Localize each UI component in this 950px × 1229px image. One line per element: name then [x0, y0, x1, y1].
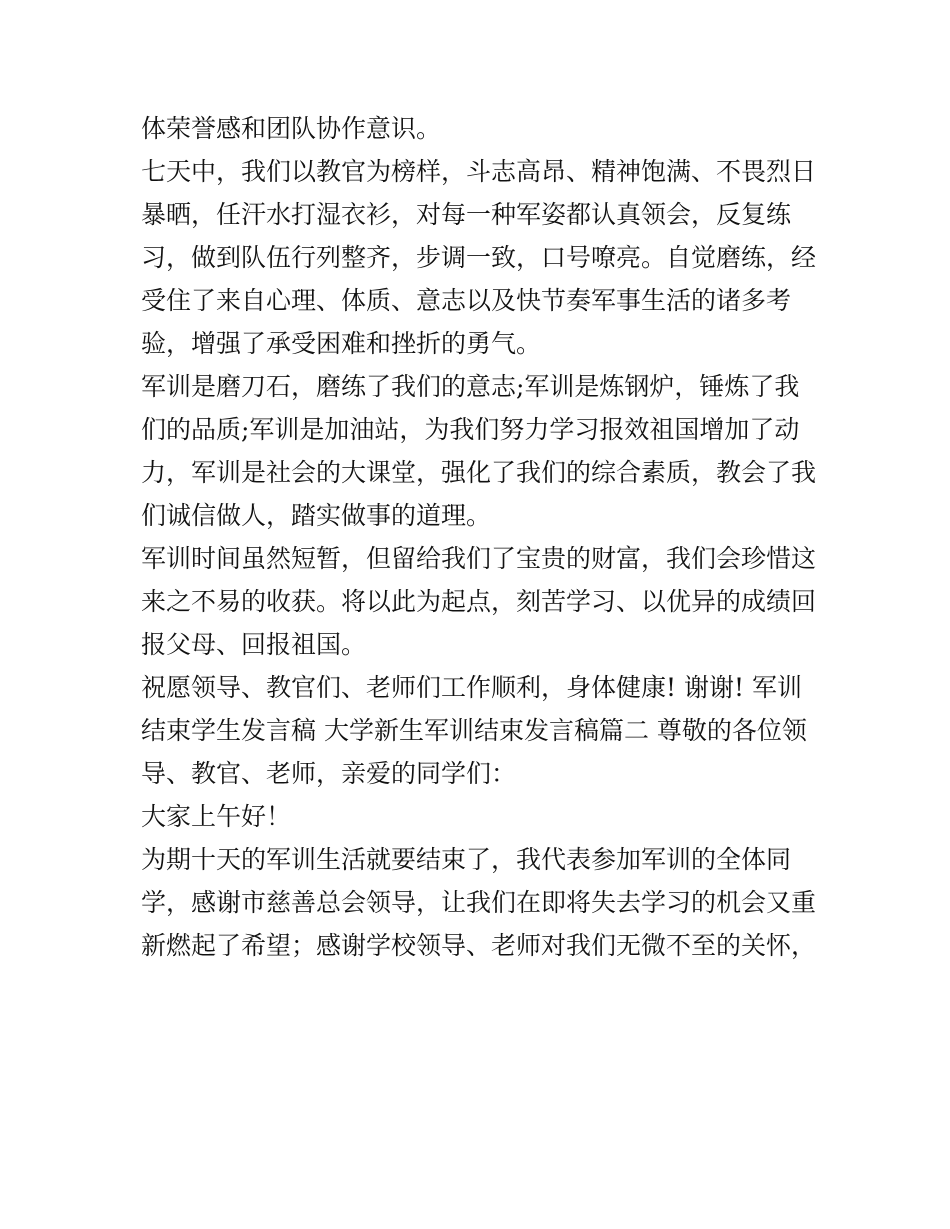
text-line: 体荣誉感和团队协作意识。 [141, 114, 442, 143]
text-line: 受住了来自心理、体质、意志以及快节奏军事生活的诸多考 [141, 286, 792, 315]
text-line: 七天中，我们以教官为榜样，斗志高昂、精神饱满、不畏烈日 [141, 157, 817, 186]
text-line: 祝愿领导、教官们、老师们工作顺利，身体健康! 谢谢! 军训 [141, 673, 802, 702]
text-line: 力，军训是社会的大课堂，强化了我们的综合素质，教会了我 [141, 458, 817, 487]
text-line: 为期十天的军训生活就要结束了，我代表参加军训的全体同 [141, 845, 792, 874]
text-line: 军训时间虽然短暂，但留给我们了宝贵的财富，我们会珍惜这 [141, 544, 817, 573]
text-line: 结束学生发言稿 大学新生军训结束发言稿篇二 尊敬的各位领 [141, 716, 807, 745]
text-line: 军训是磨刀石，磨练了我们的意志;军训是炼钢炉，锤炼了我 [141, 372, 800, 401]
text-line: 来之不易的收获。将以此为起点，刻苦学习、以优异的成绩回 [141, 587, 817, 616]
text-line: 验，增强了承受困难和挫折的勇气。 [141, 329, 542, 358]
text-line: 习，做到队伍行列整齐，步调一致，口号嘹亮。自觉磨练，经 [141, 243, 817, 272]
document-body [141, 107, 816, 967]
text-line: 导、教官、老师，亲爱的同学们： [141, 759, 517, 788]
text-line: 大家上午好！ [141, 802, 292, 831]
text-line: 报父母、回报祖国。 [141, 630, 367, 659]
text-line: 学，感谢市慈善总会领导，让我们在即将失去学习的机会又重 [141, 888, 817, 917]
text-line: 们诚信做人，踏实做事的道理。 [141, 501, 492, 530]
text-line: 暴晒，任汗水打湿衣衫，对每一种军姿都认真领会，反复练 [141, 200, 792, 229]
text-line: 新燃起了希望；感谢学校领导、老师对我们无微不至的关怀， [141, 931, 817, 960]
text-line: 们的品质;军训是加油站，为我们努力学习报效祖国增加了动 [141, 415, 800, 444]
